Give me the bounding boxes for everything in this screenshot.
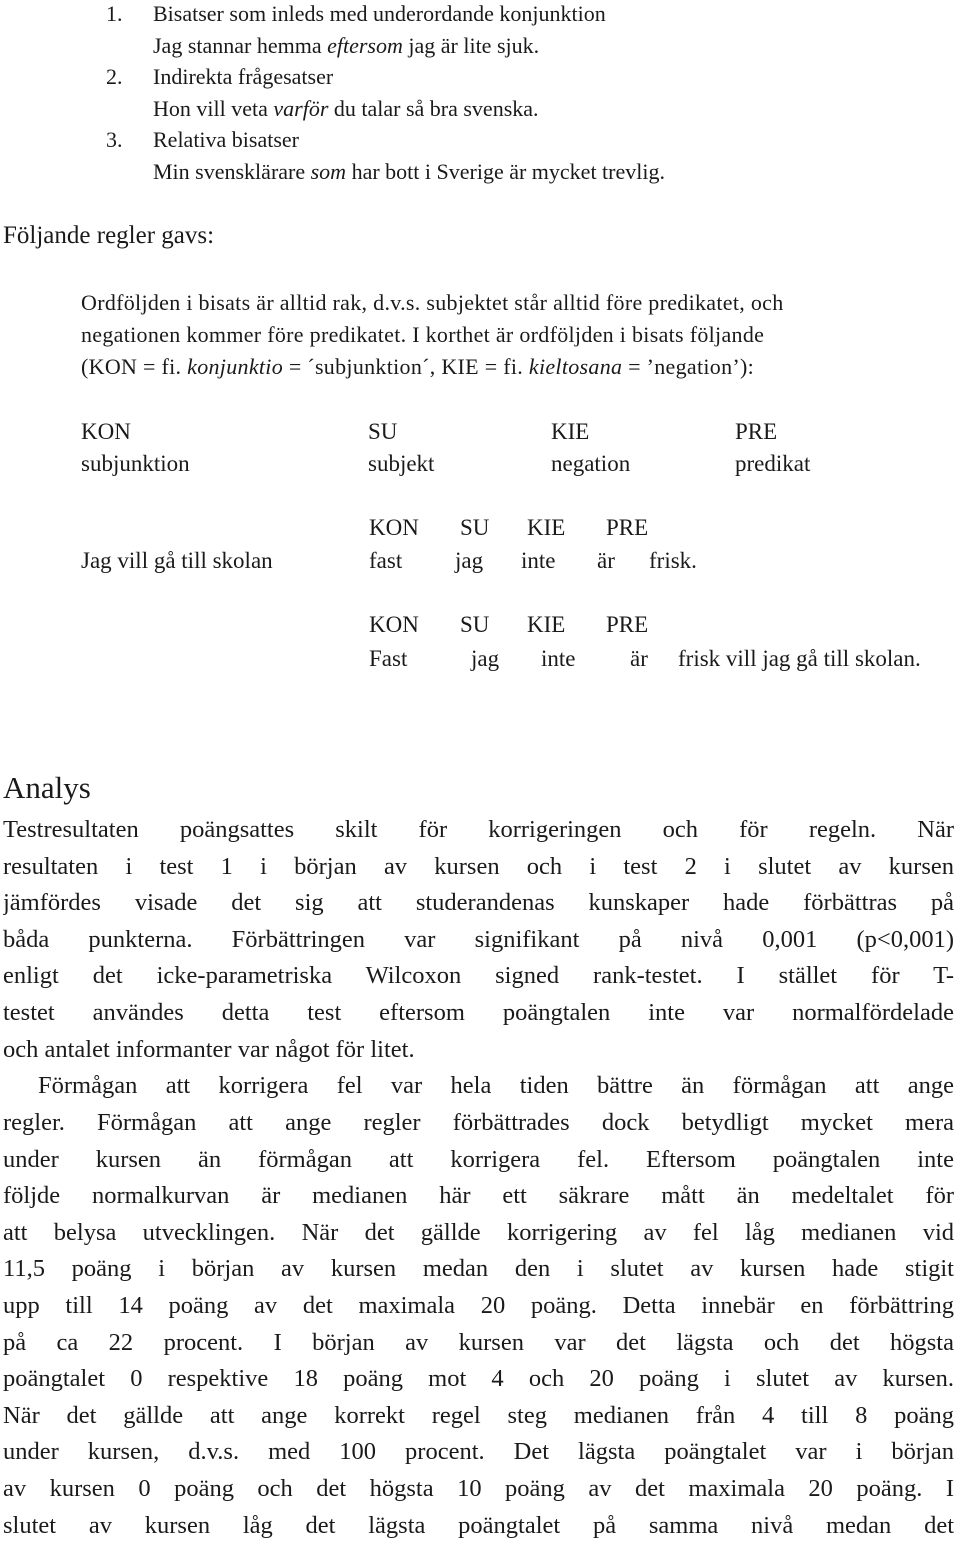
list-number: 1.	[106, 1, 123, 26]
list-number: 3.	[106, 127, 123, 152]
example-code: PRE	[606, 515, 649, 540]
paragraph-line: Testresultaten poängsattes skilt för korrigeringen och för regeln. När	[3, 816, 954, 843]
example-code: SU	[460, 515, 490, 540]
example-word: inte	[521, 548, 556, 573]
paragraph-line: resultaten i test 1 i början av kursen och i test 2 i slutet av kursen	[3, 853, 954, 880]
rule-line: negationen kommer före predikatet. I korthet är ordföljden i bisats följande	[81, 322, 765, 347]
paragraph-line: testet användes detta test eftersom poängtalen inte var normalfördelade	[3, 999, 954, 1026]
list-item-title: Indirekta frågesatser	[153, 64, 334, 89]
paragraph-line: att belysa utvecklingen. När det gällde korrigering av fel låg medianen vid	[3, 1219, 954, 1246]
paragraph-line: av kursen 0 poäng och det högsta 10 poäng av det maximala 20 poäng. I	[3, 1475, 954, 1502]
abbrev-code: SU	[368, 419, 398, 444]
list-item-example: Min svensklärare som har bott i Sverige är mycket trevlig.	[153, 159, 665, 184]
abbrev-meaning: predikat	[735, 451, 811, 476]
example-code: KIE	[527, 515, 566, 540]
paragraph-line: jämfördes visade det sig att studerandenas kunskaper hade förbättras på	[3, 889, 954, 916]
abbrev-code: KON	[81, 419, 131, 444]
example-code: KON	[369, 515, 419, 540]
list-item-example: Jag stannar hemma eftersom jag är lite sjuk.	[153, 33, 540, 58]
abbrev-code: PRE	[735, 419, 778, 444]
list-item-title: Relativa bisatser	[153, 127, 300, 152]
paragraph-line: på ca 22 procent. I början av kursen var det lägsta och det högsta	[3, 1329, 954, 1356]
abbrev-meaning: subjekt	[368, 451, 435, 476]
paragraph-line: När det gällde att ange korrekt regel steg medianen från 4 till 8 poäng	[3, 1402, 954, 1429]
example-word: inte	[541, 646, 576, 671]
paragraph-line: under kursen, d.v.s. med 100 procent. Det lägsta poängtalet var i början	[3, 1438, 954, 1465]
abbrev-meaning: subjunktion	[81, 451, 190, 476]
paragraph-line: enligt det icke-parametriska Wilcoxon signed rank-testet. I stället för T-	[3, 962, 954, 989]
paragraph-line: 11,5 poäng i början av kursen medan den i slutet av kursen hade stigit	[3, 1255, 954, 1282]
paragraph-line: under kursen än förmågan att korrigera fel. Eftersom poängtalen inte	[3, 1146, 954, 1173]
example-word: jag	[471, 646, 500, 671]
paragraph-line: och antalet informanter var något för litet.	[3, 1036, 415, 1063]
paragraph-line: båda punkterna. Förbättringen var signifikant på nivå 0,001 (p<0,001)	[3, 926, 954, 953]
section-heading: Analys	[3, 770, 91, 805]
example-code: SU	[460, 612, 490, 637]
paragraph-line: Förmågan att korrigera fel var hela tiden bättre än förmågan att ange	[38, 1072, 954, 1099]
list-item-example: Hon vill veta varför du talar så bra svenska.	[153, 96, 539, 121]
abbrev-code: KIE	[551, 419, 590, 444]
paragraph-line: slutet av kursen låg det lägsta poängtalet på samma nivå medan det	[3, 1512, 954, 1539]
example-word: fast	[369, 548, 403, 573]
paragraph-line: följde normalkurvan är medianen här ett säkrare mått än medeltalet för	[3, 1182, 954, 1209]
rule-line: Ordföljden i bisats är alltid rak, d.v.s. subjektet står alltid före predikatet, och	[81, 290, 784, 315]
list-item-title: Bisatser som inleds med underordande konjunktion	[153, 1, 606, 26]
example-word: jag	[455, 548, 484, 573]
example-word: frisk vill jag gå till skolan.	[678, 646, 921, 671]
abbrev-meaning: negation	[551, 451, 631, 476]
example-word: Fast	[369, 646, 408, 671]
paragraph-line: regler. Förmågan att ange regler förbättrades dock betydligt mycket mera	[3, 1109, 954, 1136]
example-code: KIE	[527, 612, 566, 637]
rules-intro: Följande regler gavs:	[3, 222, 215, 249]
rule-line: (KON = fi. konjunktio = ´subjunktion´, KIE = fi. kieltosana = ’negation’):	[81, 354, 755, 379]
example-word: är	[630, 646, 648, 671]
paragraph-line: upp till 14 poäng av det maximala 20 poäng. Detta innebär en förbättring	[3, 1292, 954, 1319]
example-word: frisk.	[649, 548, 697, 573]
example-code: PRE	[606, 612, 649, 637]
example-code: KON	[369, 612, 419, 637]
main-clause: Jag vill gå till skolan	[81, 548, 273, 573]
paragraph-line: poängtalet 0 respektive 18 poäng mot 4 och 20 poäng i slutet av kursen.	[3, 1365, 954, 1392]
example-word: är	[597, 548, 615, 573]
list-number: 2.	[106, 64, 123, 89]
